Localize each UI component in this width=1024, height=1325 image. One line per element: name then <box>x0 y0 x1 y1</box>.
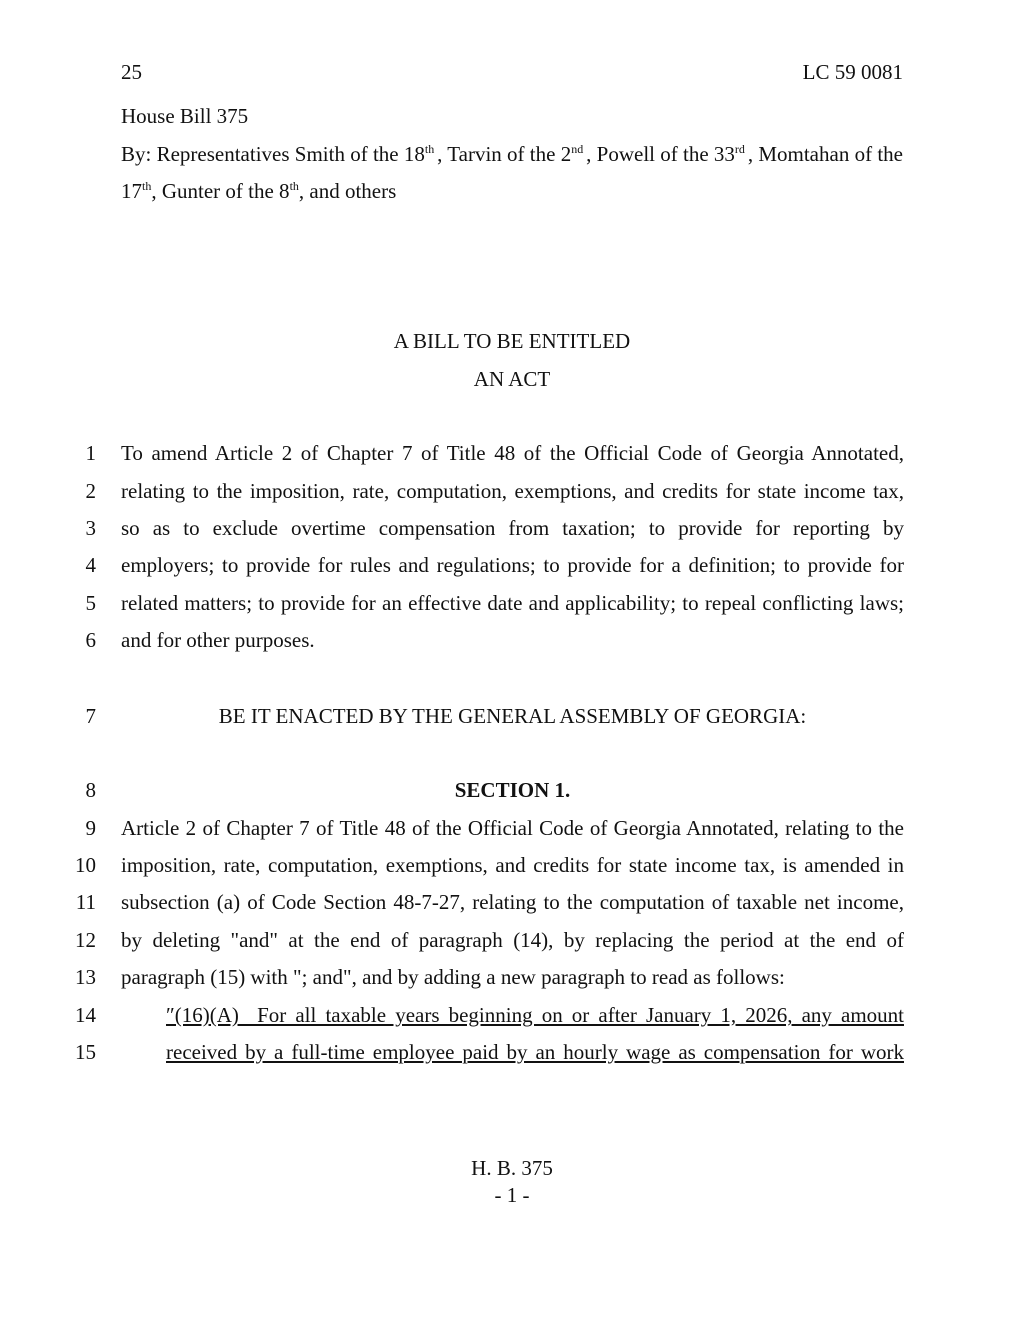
line-number: 8 <box>85 778 96 802</box>
line-number: 9 <box>85 816 96 840</box>
line-number: 11 <box>75 890 96 914</box>
bill-line-text: To amend Article 2 of Chapter 7 of Title 48 of the Official Code of Georgia Annotated, <box>121 441 904 465</box>
bill-line-text: so as to exclude overtime compensation from taxation; to provide for reporting by <box>121 516 904 540</box>
line-number: 1 <box>85 441 96 465</box>
bill-line-text: related matters; to provide for an effective date and applicability; to repeal conflicting laws; <box>121 591 904 615</box>
page-sequence-number: 25 <box>121 60 142 84</box>
sponsor-seg: , Momtahan of the <box>747 142 903 166</box>
line-number: 2 <box>85 479 96 503</box>
sponsors-line-1 <box>121 142 903 167</box>
line-number: 4 <box>85 553 96 577</box>
sponsor-seg: , Powell of the 33rd <box>586 142 745 166</box>
bill-line-text: ″(16)(A) For all taxable years beginning on or after January 1, 2026, any amount <box>166 1003 904 1027</box>
bill-line-text: employers; to provide for rules and regulations; to provide for a definition; to provide for <box>121 553 904 577</box>
sponsor-seg: , Tarvin of the 2nd <box>437 142 584 166</box>
bill-title-line-1: A BILL TO BE ENTITLED <box>393 329 631 353</box>
footer-page-number: - 1 - <box>494 1183 530 1207</box>
bill-line-text: by deleting "and" at the end of paragraph (14), by replacing the period at the end of <box>121 928 904 952</box>
bill-line-text: paragraph (15) with "; and", and by adding a new paragraph to read as follows: <box>121 965 785 989</box>
line-number: 14 <box>75 1003 96 1027</box>
sponsors-line-2: 17th, Gunter of the 8th, and others <box>121 179 397 203</box>
bill-title-line-2: AN ACT <box>473 367 551 391</box>
bill-line-text: SECTION 1. <box>454 778 571 802</box>
line-number: 13 <box>75 965 96 989</box>
document-code: LC 59 0081 <box>802 60 903 84</box>
bill-line-text: received by a full-time employee paid by an hourly wage as compensation for work <box>166 1040 904 1064</box>
line-number: 6 <box>85 628 96 652</box>
bill-line-text: relating to the imposition, rate, computation, exemptions, and credits for state income tax, <box>121 479 904 503</box>
bill-line-text: and for other purposes. <box>121 628 315 652</box>
line-number: 15 <box>75 1040 96 1064</box>
line-number: 12 <box>75 928 96 952</box>
footer-bill-ref: H. B. 375 <box>471 1156 553 1180</box>
line-number: 7 <box>85 704 96 728</box>
sponsor-seg: By: Representatives Smith of the 18th <box>121 142 435 166</box>
line-number: 3 <box>85 516 96 540</box>
bill-line-text: subsection (a) of Code Section 48-7-27, relating to the computation of taxable net income, <box>121 890 904 914</box>
bill-line-text: Article 2 of Chapter 7 of Title 48 of the Official Code of Georgia Annotated, relating to the <box>121 816 904 840</box>
bill-name: House Bill 375 <box>121 104 249 128</box>
bill-line-text: BE IT ENACTED BY THE GENERAL ASSEMBLY OF GEORGIA: <box>218 704 807 728</box>
line-number: 10 <box>75 853 96 877</box>
bill-line-text: imposition, rate, computation, exemptions, and credits for state income tax, is amended in <box>121 853 904 877</box>
line-number: 5 <box>85 591 96 615</box>
